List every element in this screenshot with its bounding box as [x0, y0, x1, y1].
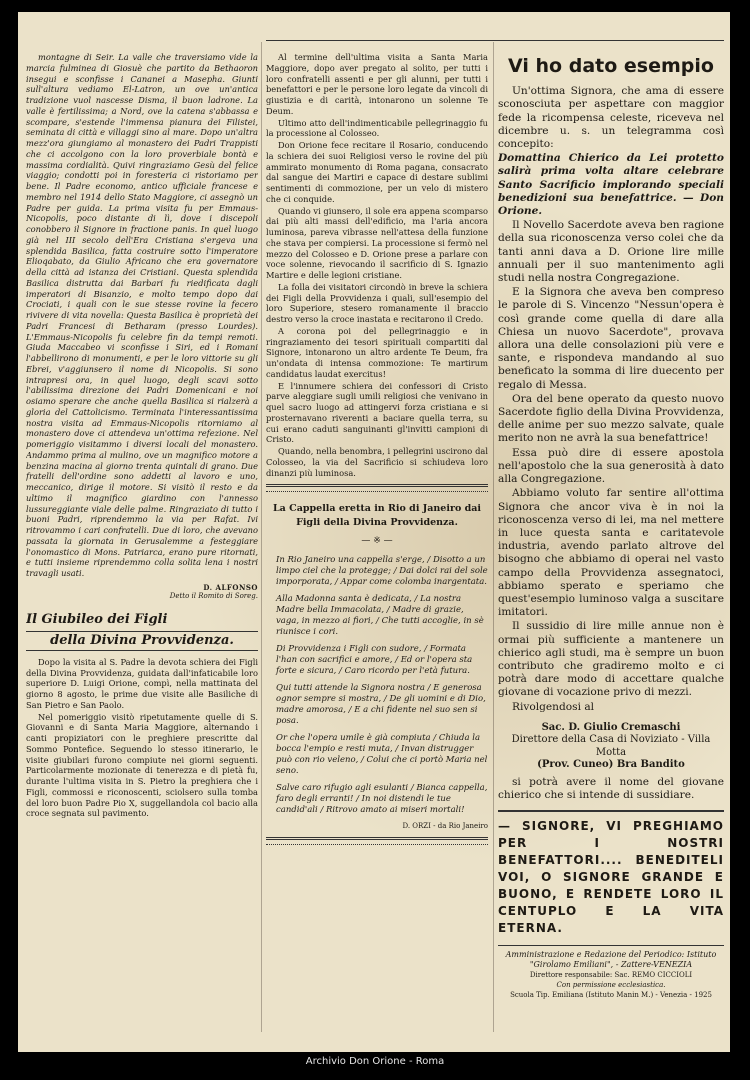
printer-line: Scuola Tip. Emiliana (Istituto Manin M.) - Venezia - 1925: [510, 991, 712, 1000]
poem-stanza: Alla Madonna santa è dedicata, / La nostra Madre bella Immacolata, / Madre di grazie, vaga, in mezzo ai fiori, / Che tutti accoglie, in sè riunisce i cori.: [276, 594, 484, 637]
poem-stanza: Qui tutti attende la Signora nostra / E generosa ognor sempre si mostra, / De gli uomini e di Dio, madre amorosa, / E a chi fidente nel suo sen si posa.: [276, 683, 486, 726]
archive-caption: Archivio Don Orione - Roma: [305, 1056, 445, 1067]
column-right: [498, 52, 724, 1042]
colosseo-paragraph: La folla dei visitatori circondò in breve la schiera dei Figli della Provvidenza i quali, sull'esempio del loro Superiore, stesero romanamente il braccio destro verso la croce inastata e recitarono il Credo.: [266, 281, 488, 324]
ornament-dash: — ※ —: [361, 536, 393, 547]
contact-place: (Prov. Cuneo) Bra Bandito: [537, 759, 685, 771]
cappella-title: La Cappella eretta in Rio di Janeiro dai Figli della Divina Provvidenza.: [273, 503, 481, 529]
poem-stanza: Di Provvidenza i Figli con sudore, / Formata l'han con sacrifici e amore, / Ed or l'opera sta forte e sicura, / Caro ricordo per l'età futura.: [276, 644, 473, 676]
giubileo-title-line1: Il Giubileo dei Figli: [26, 611, 168, 627]
esempio-paragraph: Un'ottima Signora, che ama di essere sconosciuta per aspettare con maggior fede la ricompensa celeste, riceveva nel dicembre u. s. un telegramma così concepito:: [498, 85, 724, 151]
editor-line: Direttore responsabile: Sac. REMO CICCIOLI: [529, 971, 693, 980]
top-rule: [266, 40, 724, 41]
column-separator: [493, 42, 494, 1032]
contact-role: Direttore della Casa di Noviziato - Villa Motta: [511, 734, 711, 758]
esempio-paragraph: si potrà avere il nome del giovane chierico che si intende di sussidiare.: [498, 775, 724, 801]
poem-stanza: Salve caro rifugio agli esulanti / Bianca cappella, faro degli erranti! / In noi distendi le tue candid'ali / Ritrovo amato ai miseri mortali!: [276, 783, 488, 815]
prayer-banner: — SIGNORE, VI PREGHIAMO PER I NOSTRI BENEFATTORI.... BENEDITELI VOI, O SIGNORE GRANDE E BUONO, E RENDETE LORO IL CENTUPLO E LA VITA ETERNA.: [498, 810, 724, 937]
poem: [276, 555, 488, 816]
footer-admin: [498, 945, 724, 1000]
column-middle: [266, 52, 488, 1012]
column-separator: [261, 42, 262, 1032]
esempio-paragraph: Il sussidio di lire mille annue non è ormai più sufficiente a mantenere un chierico agli studi, ma è sempre un buon contributo che gradiremo molto e ci potrà dare modo di accettare qualche giovane di vocazione privo di mezzi.: [498, 620, 724, 699]
esempio-paragraph: E la Signora che aveva ben compreso le parole di S. Vincenzo "Nessun'opera è così grande come quella di dare alla Chiesa un nuovo Sacerdote", provava allora una delle consolazioni più vere e sante, e rispondeva mandando al suo beneficato la somma di lire duecento per regalo di Messa.: [498, 286, 724, 391]
newspaper-page: [18, 12, 730, 1052]
giubileo-title-line2: della Divina Provvidenza.: [26, 631, 258, 651]
column-left: [26, 52, 258, 1012]
colosseo-paragraph: Don Orione fece recitare il Rosario, conducendo la schiera dei suoi Religiosi verso le rovine del più ammirato monumento di Roma pagana, consacrato dal sangue dei Martiri e capace di destare sublimi sentimenti di commozione, per un velo di mistero che ci conquide.: [266, 140, 488, 204]
esempio-paragraph: Il Novello Sacerdote aveva ben ragione della sua riconoscenza verso colei che da tanti anni dava a D. Orione lire mille annuali per il suo mantenimento agli studi nella nostra Congregazione.: [498, 219, 724, 285]
giubileo-paragraph: Nel pomeriggio visitò ripetutamente quelle di S. Giovanni e di Santa Maria Maggiore, alternando i canti propiziatori con le preghiere prescritte dal Sommo Pontefice. Seguendo lo stesso itinerario, le visite giubilari furono compiute nei giorni seguenti. Particolarmente mozionate di tenerezza e di pietà fu, durante l'ultima visita in S. Pietro la preghiera che i Figli, commossi e riconoscenti, sciolsero sulla tomba del loro buon Padre Pio X, suggellandola col bacio alla croce segnata sul pavimento.: [26, 711, 258, 819]
colosseo-paragraph: Quando vi giunsero, il sole era appena scomparso dai più alti massi dell'edificio, ma l'aria ancora luminosa, pareva vibrasse nell'attesa della funzione che stava per compiersi. La processione si fermò nel mezzo del Colosseo e D. Orione prese a parlare con voce solenne, rievocando il sacrificio di S. Ignazio Martire e delle legioni cristiane.: [266, 205, 488, 280]
poem-signature: D. ORZI - da Rio Janeiro: [402, 822, 488, 830]
giubileo-title: [26, 611, 258, 651]
travel-paragraph: montagne di Seir. La valle che traversiamo vide la marcia fulminea di Giosuè che partito da Bethaoron insegui e sconfisse i Cananei a Masepha. Giunti sull'altura vediamo El-Latron, un ove un'antica tradizione vuol nascesse Disma, il buon ladrone. La valle è fertilissima; a Nord, ove la catena s'abbassa e scompare, s'estende l'immensa pianura dei Filistei, seminata di città e villaggi sino al mare. Dopo un'altra mezz'ora giungiamo al monastero dei Padri Trappisti che ci accolgono con la loro proverbiale bontà e massima cordialità. Quivi ringraziamo Gesù del felice viaggio; condotti poi in foresteria ci ristoriamo per bene. Il Padre economo, antico ufficiale francese e membro nel 1914 dello Stato Maggiore, ci assegnò un Padre per guida. La prima visita fu per Emmaus-Nicopolis, poco distante di lì, dove i discepoli conobbero il Signore in fractione panis. In quel luogo già nel III secolo dell'Era Cristiana s'ergeva una splendida Basilica, fatta costruire sotto l'imperatore Elioqabato, da Giulio Africano che era governatore della città ad istanza dei Cristiani. Questa splendida Basilica distrutta dai Barbari fu riedificata dagli imperatori di Bisanzio, e molto tempo dopo dai Crociati, i quali con le sue stesse rovine la fecero rivivere di vita novella: Questa Basilica è proprietà dei Padri Francesi di Betharam (presso Lourdes). L'Emmaus-Nicopolis fu celebre fin da tempi remoti. Giuda Maccabeo vi sconfisse i Siri, ed i Romani l'abbellirono di monumenti, e per le loro vittorie su gli Ebrei, v'aggiunsero il nome di Nicopolis. Si sono intrapresi ora, in quel luogo, degli scavi sotto l'abilissima direzione dei Padri Domenicani e noi osiamo sperare che anche quella Basilica si rialzerà a gloria del Cattolicismo. Terminata l'interessantissima nostra visita ad Emmaus-Nicopolis ritorniamo al monastero dove ci attendeva un'ottima refezione. Nel pomeriggio visitammo i diversi locali del monastero. Andammo prima al mulino, ove un magnifico motore a benzina macina al giorno trenta quintali di grano. Due fratelli dell'ordine sono addetti al lavoro e uno, meccanico, dirige il motore. Si visitò il resto e da ultimo il magnifico giardino con l'annesso lussureggiante viale delle palme. Ringraziato di tutto i buoni Padri, riprendemmo la via per Rafat. Ivi ritrovammo i cari confratelli. Due di loro, che avevano passata la giornata in Gerusalemme a festeggiare l'onomastico di Mons. Patriarca, erano pure ritornati, e tutti insieme riprendemmo colla solita lena i nostri travagli usati.: [26, 52, 258, 578]
colosseo-paragraph: Al termine dell'ultima visita a Santa Maria Maggiore, dopo aver pregato al solito, per tutti i loro confratelli assenti e per gli alunni, per tutti i benefattori e per le persone loro legate da vincoli di giustizia e di carità, intonarono un solenne Te Deum.: [266, 52, 488, 116]
signature: [26, 583, 258, 601]
colosseo-paragraph: Ultimo atto dell'indimenticabile pellegrinaggio fu la processione al Colosseo.: [266, 117, 488, 139]
contact-name: Sac. D. Giulio Cremaschi: [541, 721, 681, 733]
permission-line: Con permissione ecclesiastica.: [556, 981, 666, 990]
esempio-paragraph: Essa può dire di essere apostola nell'apostolo che la sua generosità à dato alla Congregazione.: [498, 446, 724, 486]
colosseo-paragraph: A corona poi del pellegrinaggio e in ringraziamento dei tesori spirituali compartiti dal Signore, intonarono un altro ardente Te Deum, fra un'ondata di intensa commozione: Te martirum candidatus laudat exercitus!: [266, 325, 488, 379]
colosseo-paragraph: E l'innumere schiera dei confessori di Cristo parve aleggiare sugli umili religiosi che venivano in quel sacro luogo ad attingervi forza cristiana e si prosternavano riverenti a baciare quella terra, su cui erano caduti sanguinanti gl'invitti campioni di Cristo.: [266, 380, 488, 445]
ornament-divider: [266, 484, 488, 492]
ornament-divider: [266, 837, 488, 845]
esempio-paragraph: Ora del bene operato da questo nuovo Sacerdote figlio della Divina Provvidenza, delle anime per suo mezzo salvate, quale merito non ne avrà la sua benefattrice!: [498, 392, 724, 445]
esempio-paragraph: Rivolgendosi al: [512, 700, 595, 713]
contact-address: [498, 722, 724, 772]
article-title: Vi ho dato esempio: [508, 55, 714, 77]
colosseo-paragraph: Quando, nella benombra, i pellegrini uscirono dal Colosseo, la via del Sacrificio si schiudeva loro dinanzi più luminosa.: [266, 446, 488, 478]
esempio-paragraph: Abbiamo voluto far sentire all'ottima Signora che ancor viva è in noi la riconoscenza verso di lei, ma nel mettere in luce questa santa e caritatevole industria, avendo parlato altrove del bisogno che abbiamo di operai nel vasto campo della Provvidenza assegnatoci, abbiamo sperato e speriamo che quest'esempio luminoso valga a suscitare imitatori.: [498, 487, 724, 619]
poem-stanza: In Rio Janeiro una cappella s'erge, / Disotto a un limpo ciel che la protegge; / Dai dolci rai del sole imporporata, / Appar come colomba inargentata.: [276, 555, 488, 587]
signature-role: Detto il Romito di Soreg.: [169, 591, 258, 600]
poem-stanza: Or che l'opera umile è già compiuta / Chiuda la bocca l'empio e resti muta, / Invan distrugger può con rio veleno, / Colui che ci portò Maria nel seno.: [276, 733, 488, 776]
telegram-quote: Domattina Chierico da Lei protetto salirà prima volta altare celebrare Santo Sacrificio implorando speciali benedizioni sua benefattrice. — Don Orione.: [498, 152, 724, 218]
admin-line: Amministrazione e Redazione del Periodico: Istituto "Girolamo Emiliani", - Zattere-VENEZIA: [505, 950, 717, 970]
signature-name: D. ALFONSO: [203, 582, 258, 592]
giubileo-paragraph: Dopo la visita al S. Padre la devota schiera dei Figli della Divina Provvidenza, guidata dall'infaticabile loro superiore D. Luigi Orione, compì, nella mattinata del giorno 8 agosto, le prime due visite alle Basiliche di San Pietro e San Paolo.: [26, 656, 258, 710]
